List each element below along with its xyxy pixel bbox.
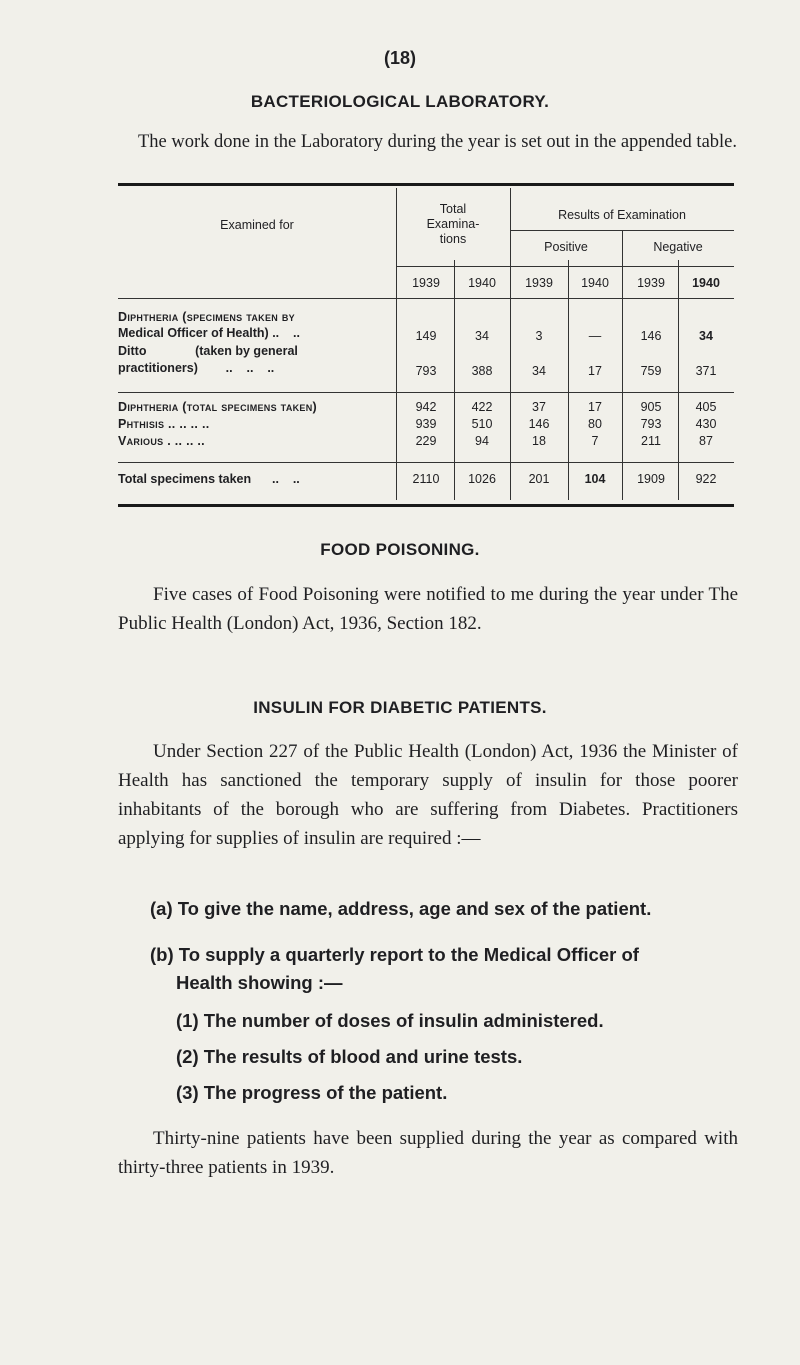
cell: 80 xyxy=(588,417,602,431)
table-vline xyxy=(568,260,569,500)
cell: 18 xyxy=(532,434,546,448)
cell: 229 xyxy=(415,434,437,448)
row-label-line: Diphtheria (specimens taken by xyxy=(118,310,295,324)
cell: 37 xyxy=(532,400,546,414)
cell: 104 xyxy=(584,472,606,486)
year-header: 1939 xyxy=(525,276,553,290)
insulin-sub-1: (1) The number of doses of insulin administered. xyxy=(176,1010,604,1031)
header-total-1: Total xyxy=(439,202,467,216)
table-bottom-rule xyxy=(118,504,734,507)
insulin-item-b: (b) To supply a quarterly report to the Medical Officer of xyxy=(150,944,639,965)
cell: 7 xyxy=(591,434,599,448)
cell: 405 xyxy=(695,400,717,414)
cell: 793 xyxy=(640,417,662,431)
cell: 17 xyxy=(588,400,602,414)
header-total-2: Examina- xyxy=(426,217,480,231)
cell: — xyxy=(588,329,602,343)
row-label-line: Various . .. .. .. xyxy=(118,434,205,448)
row-label-line: Diphtheria (total specimens taken) xyxy=(118,400,317,414)
insulin-item-a: (a) To give the name, address, age and sex of the patient. xyxy=(150,898,652,919)
table-vline xyxy=(510,188,511,500)
cell: 922 xyxy=(695,472,717,486)
food-heading: FOOD POISONING. xyxy=(320,540,480,559)
cell: 942 xyxy=(415,400,437,414)
row-label: Medical Officer of Health) .. .. xyxy=(118,326,300,340)
year-header: 1940 xyxy=(468,276,496,290)
year-header: 1939 xyxy=(637,276,665,290)
header-total-3: tions xyxy=(439,232,467,246)
cell: 87 xyxy=(699,434,713,448)
lab-heading: BACTERIOLOGICAL LABORATORY. xyxy=(250,92,550,111)
cell: 34 xyxy=(699,329,713,343)
insulin-item-b-cont: Health showing :— xyxy=(176,972,343,993)
cell: 149 xyxy=(415,329,437,343)
table-hline xyxy=(118,298,734,299)
cell: 510 xyxy=(471,417,493,431)
table-hline xyxy=(396,266,734,267)
cell: 17 xyxy=(588,364,602,378)
row-label xyxy=(118,434,205,448)
insulin-text: Under Section 227 of the Public Health (London) Act, 1936 the Minister of Health has sanctioned the temporary supply of insulin for those poorer inhabitants of the borough who are suffering from Diabetes. Practitioners applying for supplies of insulin are required :— xyxy=(118,741,738,849)
cell: 793 xyxy=(415,364,437,378)
cell: 201 xyxy=(528,472,550,486)
cell: 759 xyxy=(640,364,662,378)
cell: 34 xyxy=(475,329,489,343)
year-header: 1940 xyxy=(692,276,720,290)
header-examined-for: Examined for xyxy=(220,218,294,232)
row-label: Total specimens taken .. .. xyxy=(118,472,300,486)
cell: 939 xyxy=(415,417,437,431)
cell: 34 xyxy=(532,364,546,378)
cell: 3 xyxy=(535,329,543,343)
table-hline xyxy=(118,462,734,463)
insulin-sub-3: (3) The progress of the patient. xyxy=(176,1082,448,1103)
results-table xyxy=(118,186,734,506)
cell: 146 xyxy=(528,417,550,431)
row-label xyxy=(118,417,210,431)
cell: 2110 xyxy=(412,472,440,486)
cell: 388 xyxy=(471,364,493,378)
cell: 905 xyxy=(640,400,662,414)
header-negative: Negative xyxy=(653,240,703,254)
lab-intro: The work done in the Laboratory during the year is set out in the appended table. xyxy=(138,132,738,152)
cell: 146 xyxy=(640,329,662,343)
row-label xyxy=(118,310,295,324)
table-vline xyxy=(454,260,455,500)
header-results: Results of Examination xyxy=(558,208,686,222)
cell: 211 xyxy=(641,434,661,448)
food-text: Five cases of Food Poisoning were notified to me during the year under The Public Health (London) Act, 1936, Section 182. xyxy=(118,584,738,634)
row-label: practitioners) .. .. .. xyxy=(118,361,275,375)
page-number: (18) xyxy=(383,48,416,68)
cell: 430 xyxy=(695,417,717,431)
row-label-line: Phthisis .. .. .. .. xyxy=(118,417,210,431)
year-header: 1940 xyxy=(581,276,609,290)
row-label xyxy=(118,400,317,414)
cell: 1026 xyxy=(468,472,496,486)
table-hline xyxy=(118,392,734,393)
cell: 94 xyxy=(475,434,489,448)
header-positive: Positive xyxy=(544,240,588,254)
insulin-heading: INSULIN FOR DIABETIC PATIENTS. xyxy=(253,698,547,717)
table-vline xyxy=(678,260,679,500)
cell: 1909 xyxy=(637,472,665,486)
cell: 422 xyxy=(471,400,493,414)
insulin-sub-2: (2) The results of blood and urine tests. xyxy=(176,1046,523,1067)
year-header: 1939 xyxy=(412,276,440,290)
cell: 371 xyxy=(695,364,717,378)
table-hline xyxy=(510,230,734,231)
insulin-closing: Thirty-nine patients have been supplied during the year as compared with thirty-three patients in 1939. xyxy=(118,1128,738,1178)
row-label: Ditto (taken by general xyxy=(118,344,298,358)
